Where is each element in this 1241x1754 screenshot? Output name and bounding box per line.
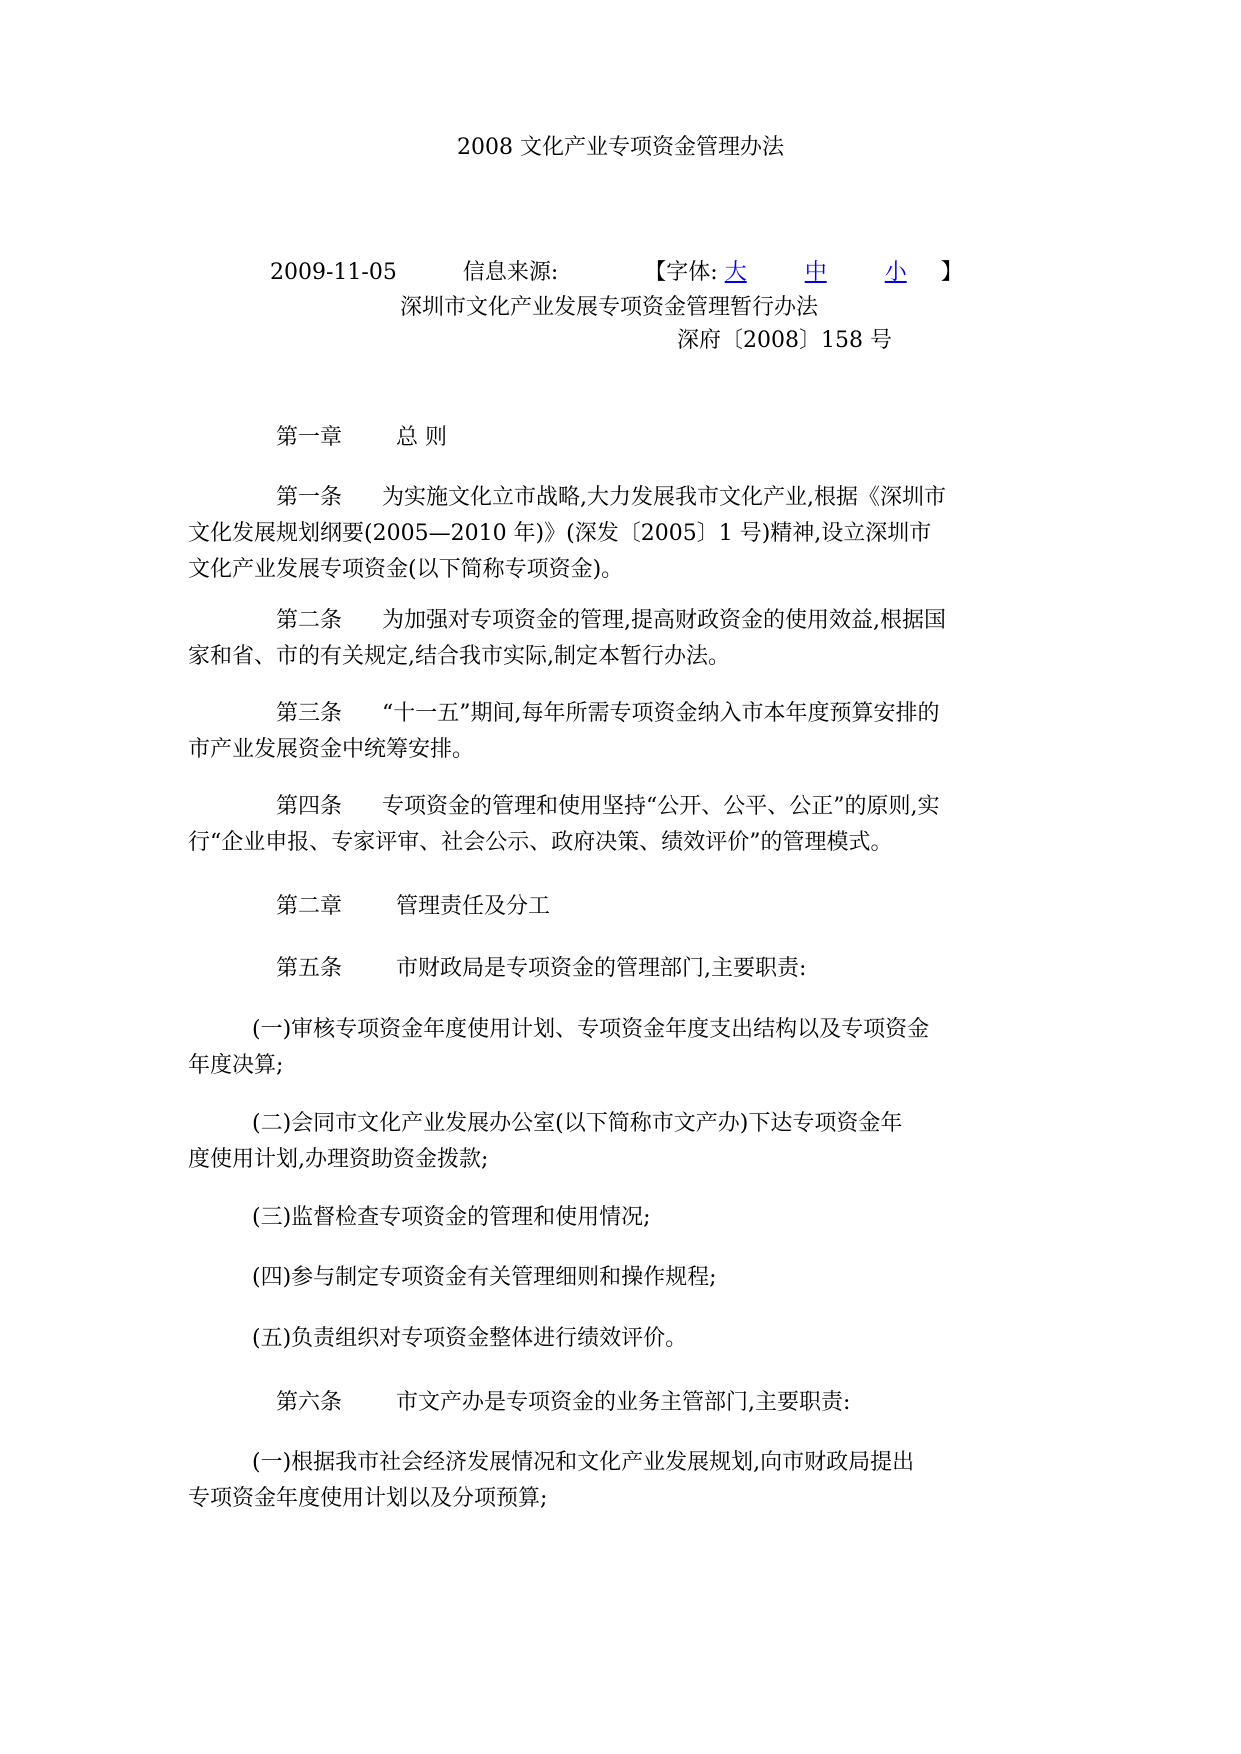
article-label: 第一条	[276, 485, 343, 510]
article-label: 第五条	[276, 956, 343, 981]
article-line: 文化发展规划纲要(2005—2010 年)》(深发〔2005〕1 号)精神,设立深圳市	[188, 521, 932, 546]
chapter-heading	[276, 892, 550, 922]
article-text: 市财政局是专项资金的管理部门,主要职责:	[396, 956, 807, 981]
article-line: 家和省、市的有关规定,结合我市实际,制定本暂行办法。	[188, 644, 730, 669]
article-text: 市文产办是专项资金的业务主管部门,主要职责:	[396, 1390, 851, 1415]
article-line: 第三条 “十一五”期间,每年所需专项资金纳入市本年度预算安排的	[276, 701, 940, 726]
list-item: (三)监督检查专项资金的管理和使用情况;	[252, 1205, 651, 1230]
list-item: (一)根据我市社会经济发展情况和文化产业发展规划,向市财政局提出 专项资金年度使用计划以及分项预算;	[188, 1450, 915, 1511]
list-item: (五)负责组织对专项资金整体进行绩效评价。	[252, 1326, 688, 1351]
article-label: 第三条	[276, 701, 343, 726]
article-4	[188, 789, 1064, 861]
article-line: 第二条 为加强对专项资金的管理,提高财政资金的使用效益,根据国	[276, 608, 947, 633]
source-label: 信息来源:	[462, 260, 559, 285]
font-size-open: 【字体:	[644, 260, 718, 285]
document-title: 2008 文化产业专项资金管理办法	[457, 135, 784, 160]
document-subtitle: 深圳市文化产业发展专项资金管理暂行办法	[400, 295, 819, 320]
article-label: 第六条	[276, 1390, 343, 1415]
article-6	[276, 1388, 850, 1418]
list-item: (二)会同市文化产业发展办公室(以下简称市文产办)下达专项资金年 度使用计划,办理资助资金拨款;	[188, 1111, 903, 1172]
publish-date: 2009-11-05	[270, 260, 397, 285]
chapter-title: 管理责任及分工	[396, 894, 551, 919]
article-3	[188, 696, 1064, 768]
font-small-link[interactable]: 小	[884, 260, 907, 285]
article-2	[188, 603, 1064, 675]
list-item: (四)参与制定专项资金有关管理细则和操作规程;	[252, 1265, 717, 1290]
chapter-heading	[276, 423, 447, 453]
meta-line	[270, 258, 963, 288]
list-item: (一)审核专项资金年度使用计划、专项资金年度支出结构以及专项资金 年度决算;	[188, 1017, 930, 1078]
font-medium-link[interactable]: 中	[804, 260, 827, 285]
article-label: 第四条	[276, 794, 343, 819]
font-large-link[interactable]: 大	[724, 260, 747, 285]
article-line: 文化产业发展专项资金(以下简称专项资金)。	[188, 557, 624, 582]
article-1	[188, 480, 1064, 588]
chapter-label: 第一章	[276, 425, 343, 450]
font-size-close: 】	[940, 260, 963, 285]
article-line: 行“企业申报、专家评审、社会公示、政府决策、绩效评价”的管理模式。	[188, 830, 893, 855]
article-label: 第二条	[276, 608, 343, 633]
document-number: 深府〔2008〕158 号	[677, 328, 892, 353]
article-line: 市产业发展资金中统筹安排。	[188, 737, 475, 762]
article-line: 第四条 专项资金的管理和使用坚持“公开、公平、公正”的原则,实	[276, 794, 940, 819]
article-5	[276, 954, 806, 984]
chapter-label: 第二章	[276, 894, 343, 919]
chapter-title: 总 则	[396, 425, 448, 450]
article-line: 第一条 为实施文化立市战略,大力发展我市文化产业,根据《深圳市	[276, 485, 947, 510]
